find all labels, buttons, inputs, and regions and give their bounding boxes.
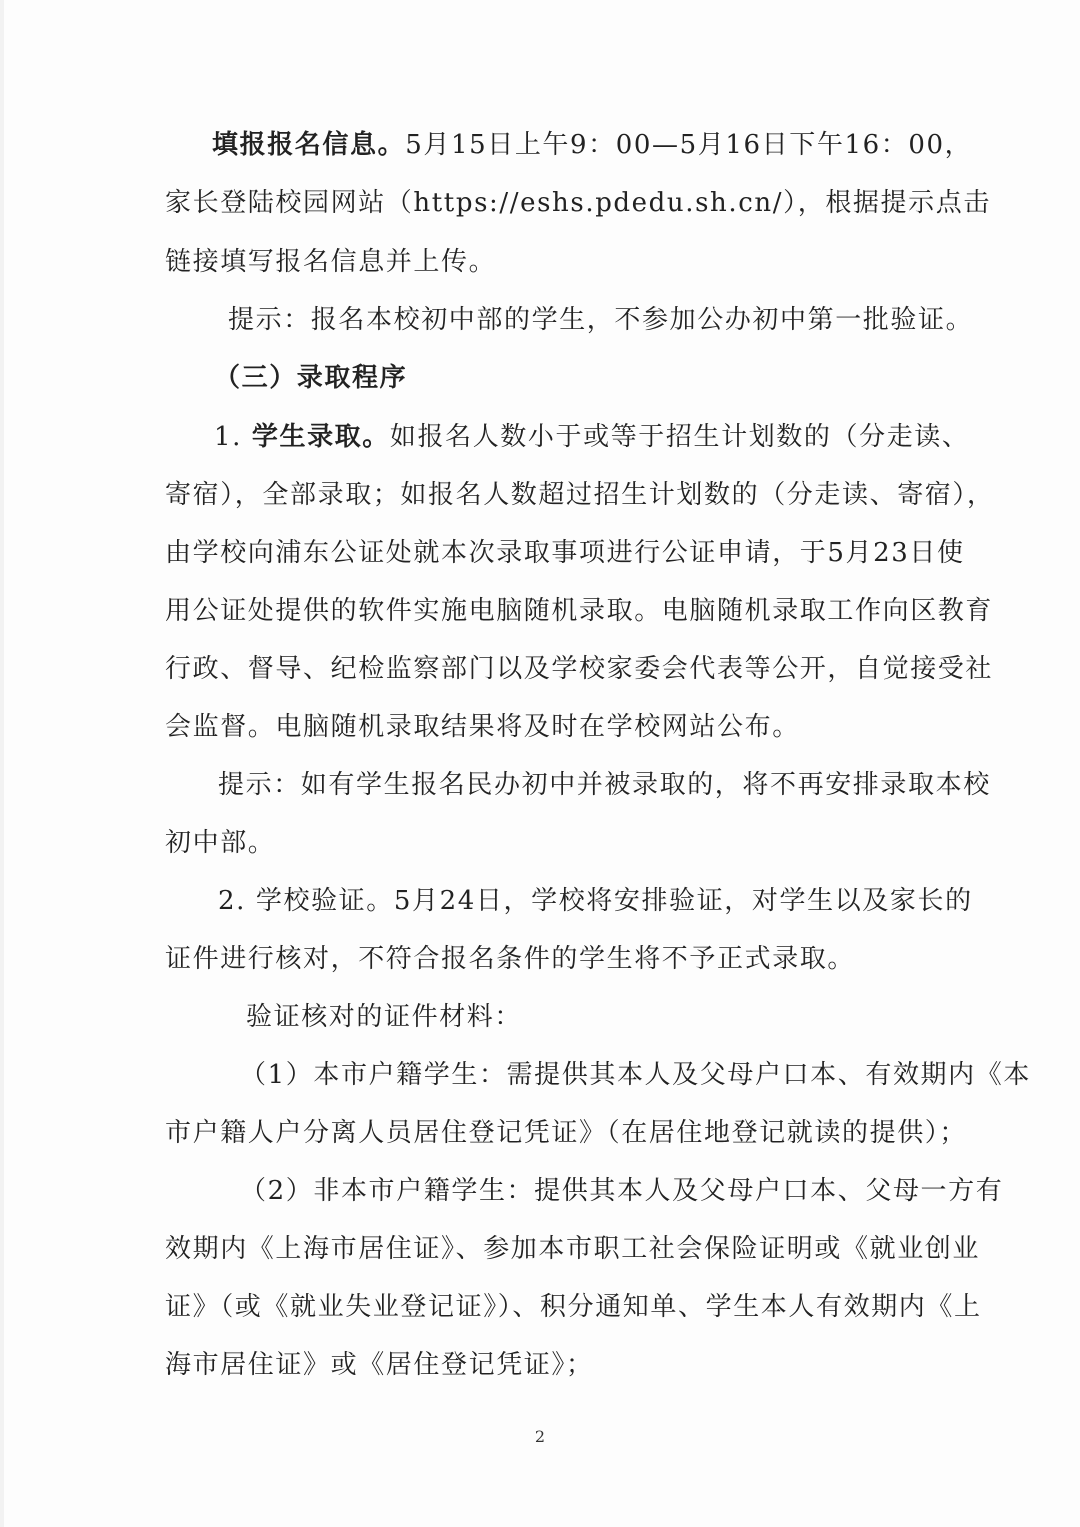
item-1-line-1 bbox=[214, 420, 970, 454]
item-1-line-3: 由学校向浦东公证处就本次录取事项进行公证申请，于5月23日使 bbox=[165, 538, 965, 568]
tip-no-public-verification: 提示：报名本校初中部的学生，不参加公办初中第一批验证。 bbox=[228, 305, 974, 335]
item-2-line-2: 证件进行核对，不符合报名条件的学生将不予正式录取。 bbox=[165, 944, 856, 974]
item-1-line-4: 用公证处提供的软件实施电脑随机录取。电脑随机录取工作向区教育 bbox=[165, 596, 994, 626]
material-2-line-2: 效期内《上海市居住证》、参加本市职工社会保险证明或《就业创业 bbox=[165, 1234, 981, 1264]
item-1-text: 如报名人数小于或等于招生计划数的（分走读、 bbox=[389, 422, 970, 452]
page-number: 2 bbox=[534, 1427, 546, 1446]
item-1-line-5: 行政、督导、纪检监察部门以及学校家委会代表等公开，自觉接受社 bbox=[165, 654, 994, 684]
item-1-number: 1. bbox=[214, 422, 252, 452]
material-1-line-2: 市户籍人户分离人员居住登记凭证》（在居住地登记就读的提供）； bbox=[165, 1118, 968, 1148]
materials-heading: 验证核对的证件材料： bbox=[246, 1002, 523, 1032]
registration-heading: 填报报名信息。 bbox=[212, 130, 406, 160]
section-heading-admission-procedure: （三）录取程序 bbox=[214, 363, 408, 393]
material-2-line-4: 海市居住证》或《居住登记凭证》； bbox=[165, 1350, 594, 1380]
tip-private-school-line-2: 初中部。 bbox=[165, 828, 276, 858]
item-2-line-1: 2. 学校验证。5月24日，学校将安排验证，对学生以及家长的 bbox=[218, 886, 973, 916]
item-1-line-6: 会监督。电脑随机录取结果将及时在学校网站公布。 bbox=[165, 712, 800, 742]
paragraph-registration-line-2: 家长登陆校园网站（https://eshs.pdedu.sh.cn/），根据提示点击 bbox=[165, 188, 991, 218]
item-1-line-2: 寄宿），全部录取；如报名人数超过招生计划数的（分走读、寄宿）， bbox=[165, 480, 995, 510]
material-1-line-1: （1）本市户籍学生：需提供其本人及父母户口本、有效期内《本 bbox=[240, 1060, 1031, 1090]
material-2-line-3: 证》（或《就业失业登记证》）、积分通知单、学生本人有效期内《上 bbox=[165, 1292, 982, 1322]
registration-time: 5月15日上午9：00—5月16日下午16：00， bbox=[405, 130, 973, 160]
scan-edge-shadow bbox=[0, 0, 4, 1527]
tip-private-school-line-1: 提示：如有学生报名民办初中并被录取的，将不再安排录取本校 bbox=[218, 770, 991, 800]
paragraph-registration-line-3: 链接填写报名信息并上传。 bbox=[165, 247, 497, 277]
paragraph-registration-line-1 bbox=[212, 128, 973, 162]
material-2-line-1: （2）非本市户籍学生：提供其本人及父母户口本、父母一方有 bbox=[240, 1176, 1004, 1206]
item-1-title: 学生录取。 bbox=[251, 422, 390, 452]
